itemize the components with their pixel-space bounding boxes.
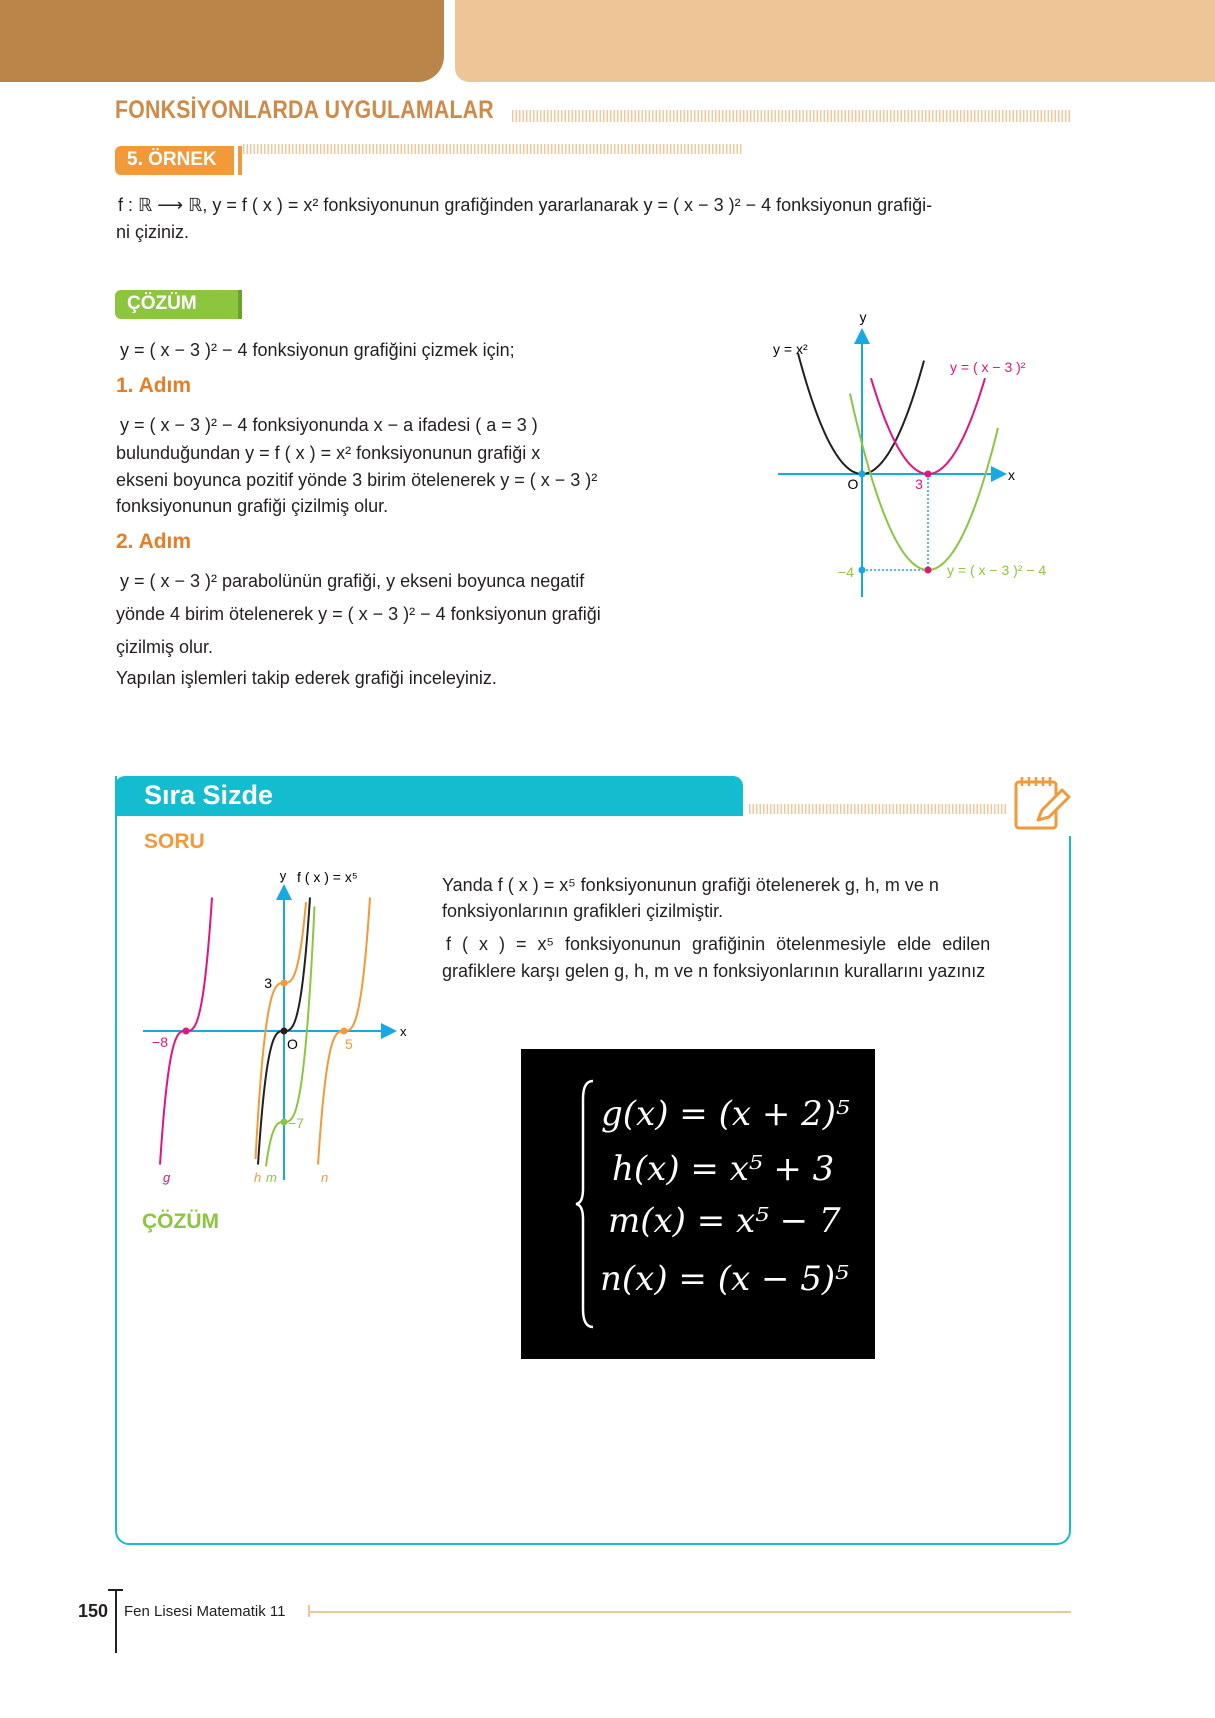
curve-shifted-right — [871, 378, 985, 474]
step2-title: 2. Adım — [116, 530, 192, 553]
step2-line: yönde 4 birim ötelenerek y = ( x − 3 )² − 4 fonksiyonun grafiği — [116, 604, 601, 624]
quintic-graph — [142, 866, 422, 1196]
x-label: x — [1008, 467, 1015, 483]
y-label: y — [859, 309, 867, 325]
example-text-2: ni çiziniz. — [116, 222, 190, 242]
answer-n: n(x) = (x − 5)⁵ — [600, 1259, 849, 1299]
header-band-left — [0, 0, 444, 82]
f-label: f ( x ) = x⁵ — [297, 869, 358, 885]
box-divider — [749, 804, 1007, 814]
solution-intro: y = ( x − 3 )² − 4 fonksiyonun grafiğini çizmek için; — [120, 340, 515, 360]
example-divider — [243, 144, 743, 154]
answer-h: h(x) = x⁵ + 3 — [612, 1149, 835, 1189]
tick-y-label: −4 — [838, 564, 854, 580]
footer-divider — [115, 1589, 117, 1653]
answer-m: m(x) = x⁵ − 7 — [608, 1201, 841, 1241]
solution-badge: ÇÖZÜM — [115, 290, 238, 319]
curve-h-point — [281, 980, 288, 987]
label-shifted-right: y = ( x − 3 )² — [950, 359, 1026, 375]
origin-point — [859, 471, 866, 478]
sira-sizde-title: Sıra Sizde — [115, 776, 743, 816]
y-label: y — [279, 868, 287, 883]
notepad-pencil-icon — [1012, 774, 1072, 834]
label-n: n — [321, 1170, 329, 1185]
step1-title: 1. Adım — [116, 374, 192, 397]
answer-box — [521, 1049, 875, 1359]
brace-icon — [573, 1079, 597, 1329]
tick-h: 3 — [264, 975, 272, 991]
curve-g-point — [183, 1028, 190, 1035]
label-m: m — [266, 1170, 277, 1185]
curve-m-point — [281, 1119, 288, 1126]
step1-line: bulunduğundan y = f ( x ) = x² fonksiyonunun grafiği x — [116, 443, 541, 463]
x-label: x — [400, 1024, 407, 1039]
step1-line: y = ( x − 3 )² − 4 fonksiyonunda x − a ifadesi ( a = 3 ) — [120, 415, 538, 435]
question-line: f ( x ) = x⁵ fonksiyonunun grafiğinin ötelenmesiyle elde edilen — [446, 934, 991, 954]
curve-n-point — [341, 1028, 348, 1035]
step1-line: ekseni boyunca pozitif yönde 3 birim ötelenerek y = ( x − 3 )² — [116, 470, 598, 490]
step2-line: y = ( x − 3 )² parabolünün grafiği, y ekseni boyunca negatif — [120, 571, 585, 591]
vertex-point — [925, 471, 932, 478]
tick-m: −7 — [288, 1115, 304, 1131]
label-shifted-down: y = ( x − 3 )² − 4 — [947, 562, 1047, 578]
tick-g: −8 — [152, 1034, 168, 1050]
footer-divider-cap — [108, 1589, 123, 1591]
curve-shifted-down — [847, 394, 998, 570]
step2-line: Yapılan işlemleri takip ederek grafiği inceleyiniz. — [116, 668, 497, 688]
tick-x-label: 3 — [915, 476, 923, 492]
label-g: g — [163, 1170, 171, 1185]
step1-line: fonksiyonunun grafiği çizilmiş olur. — [116, 496, 389, 516]
title-divider — [512, 110, 1072, 122]
footer-line — [308, 1611, 1071, 1613]
question-line: fonksiyonlarının grafikleri çizilmiştir. — [442, 901, 724, 921]
label-y-x2: y = x² — [773, 341, 808, 357]
label-h: h — [254, 1170, 262, 1185]
page-number: 150 — [78, 1601, 109, 1621]
soru-label: SORU — [144, 830, 205, 853]
header-band-right — [455, 0, 1215, 82]
origin-label: O — [847, 476, 859, 492]
tick-n: 5 — [345, 1036, 353, 1052]
vertex-point — [925, 567, 932, 574]
example-text-1: f : ℝ ⟶ ℝ, y = f ( x ) = x² fonksiyonunun grafiğinden yararlanarak y = ( x − 3 )² − 4 fonksiyonun grafiği- — [118, 195, 933, 215]
curve-f-point — [281, 1028, 288, 1035]
question-line: Yanda f ( x ) = x⁵ fonksiyonunun grafiği ötelenerek g, h, m ve n — [442, 875, 939, 895]
section-title: FONKSİYONLARDA UYGULAMALAR — [115, 96, 494, 124]
answer-g: g(x) = (x + 2)⁵ — [601, 1094, 850, 1134]
book-title: Fen Lisesi Matematik 11 — [124, 1603, 286, 1620]
origin-label: O — [287, 1036, 298, 1052]
parabola-graph — [767, 307, 1077, 602]
example-badge: 5. ÖRNEK — [115, 146, 238, 175]
tick-point — [859, 567, 866, 574]
step2-line: çizilmiş olur. — [116, 637, 214, 657]
cozum-label: ÇÖZÜM — [142, 1210, 219, 1233]
question-line: grafiklere karşı gelen g, h, m ve n fonksiyonlarının kurallarını yazınız — [442, 961, 986, 981]
